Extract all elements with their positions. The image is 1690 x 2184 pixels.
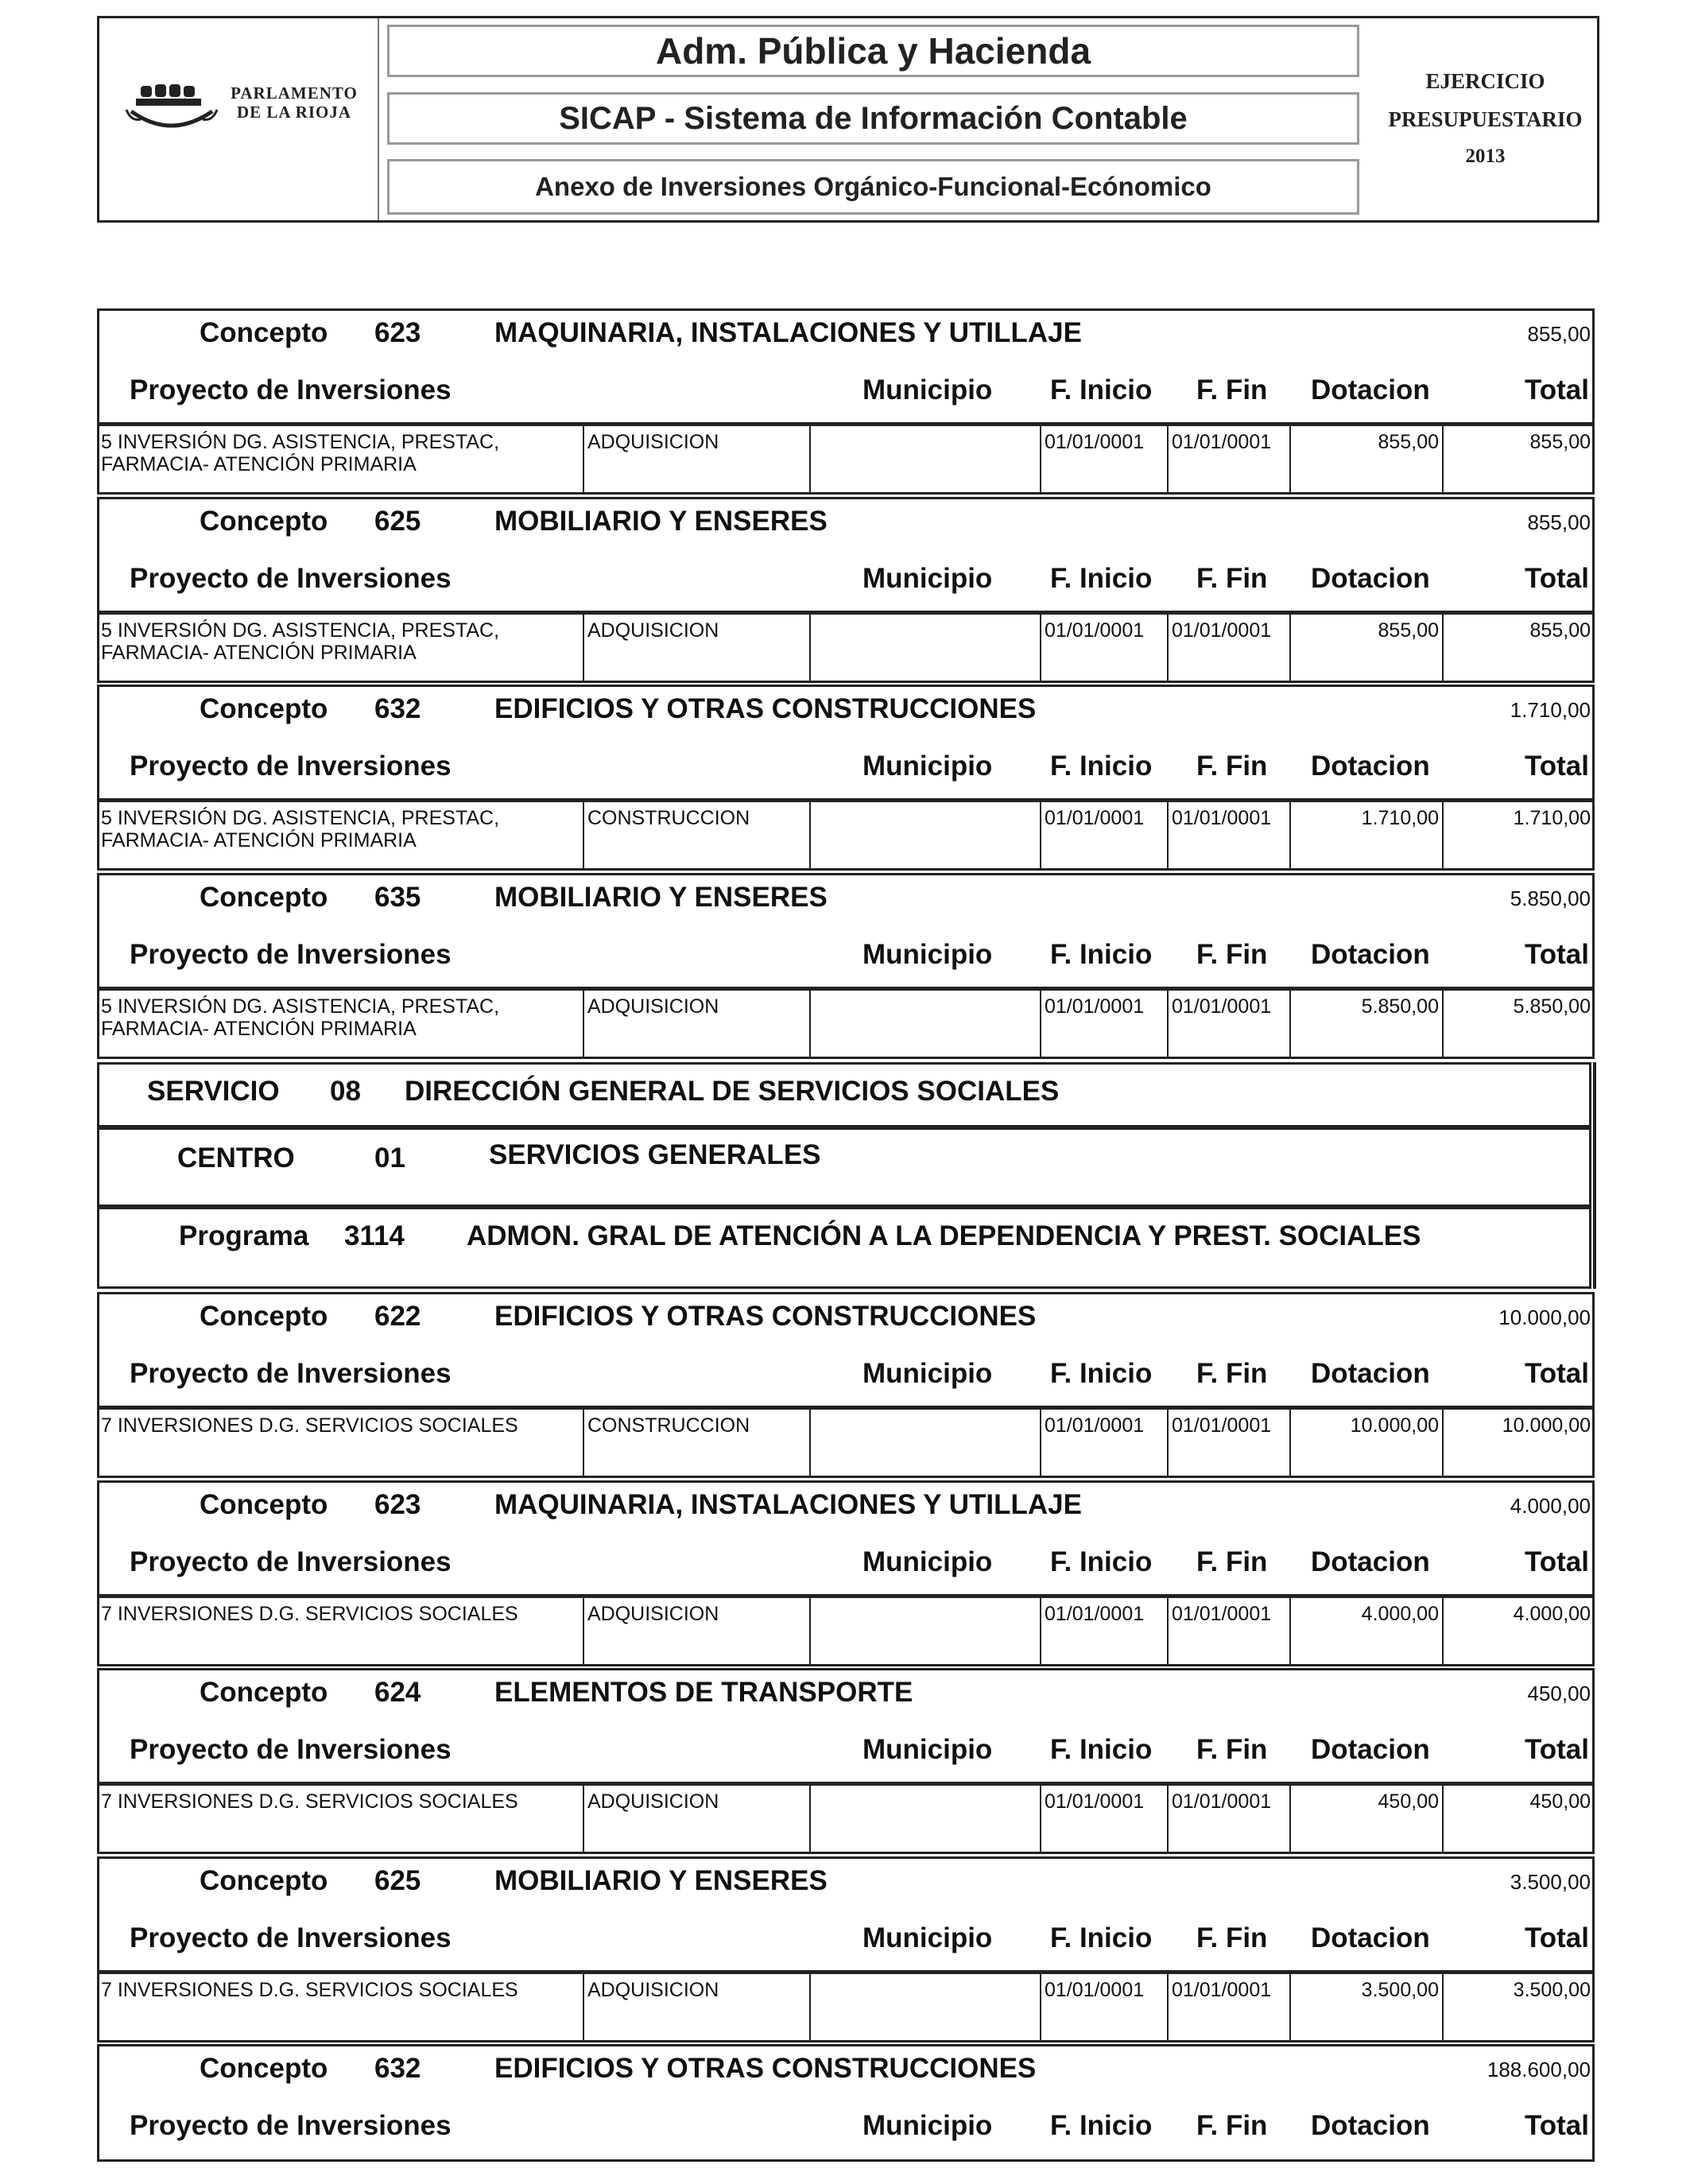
col-header-total: Total [1524, 1546, 1589, 1577]
col-header-total: Total [1524, 563, 1589, 594]
concept-code: 623 [374, 317, 421, 348]
cell-total: 450,00 [1529, 1790, 1591, 1813]
centro-code: 01 [374, 1142, 405, 1173]
cell-f-inicio: 01/01/0001 [1041, 615, 1169, 683]
concept-total: 10.000,00 [1498, 1305, 1591, 1329]
programa-code: 3114 [344, 1220, 405, 1251]
concept-desc: EDIFICIOS Y OTRAS CONSTRUCCIONES [494, 1301, 1037, 1332]
cell-tipo: ADQUISICION [584, 1974, 811, 2042]
concept-total: 4.000,00 [1510, 1494, 1591, 1518]
col-header-f-inicio: F. Inicio [1050, 939, 1153, 970]
concept-label: Concepto [200, 506, 328, 537]
concept-label: Concepto [200, 693, 328, 724]
col-header-f-fin: F. Fin [1196, 1922, 1268, 1953]
cell-municipio [811, 1410, 1041, 1478]
concept-block [97, 497, 1595, 683]
cell-dotacion: 4.000,00 [1291, 1598, 1444, 1666]
concept-label: Concepto [200, 1489, 328, 1520]
cell-total: 10.000,00 [1502, 1414, 1591, 1437]
cell-f-fin: 01/01/0001 [1169, 1598, 1291, 1666]
concept-desc: EDIFICIOS Y OTRAS CONSTRUCCIONES [494, 2053, 1037, 2084]
cell-total: 1.710,00 [1513, 807, 1591, 829]
col-header-f-fin: F. Fin [1196, 563, 1268, 594]
concept-desc: MOBILIARIO Y ENSERES [494, 882, 828, 913]
table-row [99, 1594, 1592, 1666]
cell-proyecto: 7 INVERSIONES D.G. SERVICIOS SOCIALES [99, 1974, 584, 2042]
report-header [97, 16, 1599, 223]
year-label-2: PRESUPUESTARIO [1388, 107, 1583, 131]
col-header-proyecto: Proyecto de Inversiones [130, 374, 452, 405]
cell-dotacion: 5.850,00 [1291, 991, 1444, 1059]
cell-dotacion: 855,00 [1291, 426, 1444, 495]
concept-code: 625 [374, 506, 421, 537]
centro-label: CENTRO [177, 1142, 295, 1173]
table-row [99, 1782, 1592, 1854]
concept-total: 855,00 [1527, 322, 1591, 346]
cell-f-fin: 01/01/0001 [1169, 1786, 1291, 1854]
concept-code: 632 [374, 2053, 421, 2084]
parliament-logo-icon [123, 78, 223, 149]
cell-total: 855,00 [1529, 431, 1591, 453]
concept-desc: MAQUINARIA, INSTALACIONES Y UTILLAJE [494, 317, 1082, 348]
fiscal-year-box [1371, 18, 1599, 220]
col-header-f-fin: F. Fin [1196, 1546, 1268, 1577]
programa-block [97, 1207, 1591, 1289]
concept-desc: ELEMENTOS DE TRANSPORTE [494, 1677, 913, 1708]
org-name-line1: PARLAMENTO [231, 83, 358, 103]
servicio-desc: DIRECCIÓN GENERAL DE SERVICIOS SOCIALES [405, 1076, 1060, 1107]
cell-total: 4.000,00 [1513, 1603, 1591, 1625]
concept-total: 5.850,00 [1510, 886, 1591, 910]
concept-total: 855,00 [1527, 510, 1591, 534]
col-header-dotacion: Dotacion [1311, 1922, 1430, 1953]
table-row [99, 1970, 1592, 2042]
concept-label: Concepto [200, 2053, 328, 2084]
concept-desc: MOBILIARIO Y ENSERES [494, 1865, 828, 1896]
cell-municipio [811, 991, 1041, 1059]
cell-tipo: ADQUISICION [584, 426, 811, 495]
concept-block [97, 1668, 1595, 1854]
concept-total: 188.600,00 [1487, 2058, 1591, 2081]
col-header-f-fin: F. Fin [1196, 939, 1268, 970]
col-header-f-inicio: F. Inicio [1050, 1922, 1153, 1953]
col-header-proyecto: Proyecto de Inversiones [130, 1922, 452, 1953]
cell-total: 3.500,00 [1513, 1979, 1591, 2001]
cell-tipo: CONSTRUCCION [584, 1410, 811, 1478]
col-header-municipio: Municipio [862, 563, 993, 594]
cell-proyecto: 5 INVERSIÓN DG. ASISTENCIA, PRESTAC, FARMACIA- ATENCIÓN PRIMARIA [99, 615, 584, 683]
cell-municipio [811, 802, 1041, 871]
cell-f-inicio: 01/01/0001 [1041, 1786, 1169, 1854]
concept-block [97, 1292, 1595, 1478]
col-header-f-inicio: F. Inicio [1050, 2110, 1153, 2141]
report-title: Anexo de Inversiones Orgánico-Funcional-Ecónomico [387, 159, 1359, 215]
cell-f-inicio: 01/01/0001 [1041, 1974, 1169, 2042]
concept-code: 625 [374, 1865, 421, 1896]
servicio-code: 08 [330, 1076, 361, 1107]
year-label-1: EJERCICIO [1425, 69, 1545, 93]
concept-total: 3.500,00 [1510, 1870, 1591, 1894]
cell-dotacion: 1.710,00 [1291, 802, 1444, 871]
cell-dotacion: 3.500,00 [1291, 1974, 1444, 2042]
col-header-f-fin: F. Fin [1196, 1734, 1268, 1765]
concept-desc: EDIFICIOS Y OTRAS CONSTRUCCIONES [494, 693, 1037, 724]
cell-tipo: ADQUISICION [584, 1786, 811, 1854]
col-header-municipio: Municipio [862, 2110, 993, 2141]
concept-block [97, 308, 1595, 495]
col-header-municipio: Municipio [862, 1734, 993, 1765]
cell-municipio [811, 1786, 1041, 1854]
programa-desc: ADMON. GRAL DE ATENCIÓN A LA DEPENDENCIA Y PREST. SOCIALES [467, 1220, 1421, 1251]
cell-municipio [811, 426, 1041, 495]
cell-f-inicio: 01/01/0001 [1041, 1410, 1169, 1478]
page-title: Adm. Pública y Hacienda [387, 25, 1359, 77]
cell-proyecto: 5 INVERSIÓN DG. ASISTENCIA, PRESTAC, FARMACIA- ATENCIÓN PRIMARIA [99, 802, 584, 871]
concept-desc: MAQUINARIA, INSTALACIONES Y UTILLAJE [494, 1489, 1082, 1520]
table-row [99, 422, 1592, 495]
col-header-dotacion: Dotacion [1311, 1358, 1430, 1389]
cell-proyecto: 5 INVERSIÓN DG. ASISTENCIA, PRESTAC, FARMACIA- ATENCIÓN PRIMARIA [99, 426, 584, 495]
cell-tipo: ADQUISICION [584, 1598, 811, 1666]
col-header-dotacion: Dotacion [1311, 2110, 1430, 2141]
col-header-proyecto: Proyecto de Inversiones [130, 751, 452, 782]
col-header-f-fin: F. Fin [1196, 2110, 1268, 2141]
concept-label: Concepto [200, 1677, 328, 1708]
cell-f-inicio: 01/01/0001 [1041, 426, 1169, 495]
table-row [99, 798, 1592, 871]
concept-code: 623 [374, 1489, 421, 1520]
col-header-municipio: Municipio [862, 1922, 993, 1953]
cell-f-fin: 01/01/0001 [1169, 802, 1291, 871]
concept-total: 1.710,00 [1510, 698, 1591, 722]
col-header-total: Total [1524, 1358, 1589, 1389]
centro-desc: SERVICIOS GENERALES [489, 1139, 821, 1170]
col-header-proyecto: Proyecto de Inversiones [130, 1734, 452, 1765]
col-header-total: Total [1524, 751, 1589, 782]
col-header-f-fin: F. Fin [1196, 751, 1268, 782]
org-name [227, 83, 362, 122]
concept-code: 624 [374, 1677, 421, 1708]
concept-block [97, 1856, 1595, 2042]
table-row [99, 987, 1592, 1059]
title-area [378, 18, 1483, 220]
col-header-proyecto: Proyecto de Inversiones [130, 2110, 452, 2141]
cell-municipio [811, 615, 1041, 683]
concept-label: Concepto [200, 1301, 328, 1332]
cell-f-fin: 01/01/0001 [1169, 991, 1291, 1059]
col-header-f-inicio: F. Inicio [1050, 1546, 1153, 1577]
programa-label: Programa [179, 1220, 309, 1251]
col-header-f-inicio: F. Inicio [1050, 563, 1153, 594]
col-header-f-fin: F. Fin [1196, 1358, 1268, 1389]
col-header-f-inicio: F. Inicio [1050, 751, 1153, 782]
cell-dotacion: 855,00 [1291, 615, 1444, 683]
cell-f-inicio: 01/01/0001 [1041, 1598, 1169, 1666]
col-header-municipio: Municipio [862, 374, 993, 405]
col-header-f-inicio: F. Inicio [1050, 1734, 1153, 1765]
concept-block [97, 2044, 1595, 2162]
cell-total: 855,00 [1529, 619, 1591, 642]
col-header-dotacion: Dotacion [1311, 939, 1430, 970]
cell-f-inicio: 01/01/0001 [1041, 802, 1169, 871]
concept-desc: MOBILIARIO Y ENSERES [494, 506, 828, 537]
cell-municipio [811, 1974, 1041, 2042]
servicio-block [97, 1062, 1591, 1127]
cell-proyecto: 7 INVERSIONES D.G. SERVICIOS SOCIALES [99, 1410, 584, 1478]
cell-dotacion: 450,00 [1291, 1786, 1444, 1854]
col-header-proyecto: Proyecto de Inversiones [130, 1546, 452, 1577]
col-header-total: Total [1524, 939, 1589, 970]
concept-block [97, 685, 1595, 871]
col-header-total: Total [1524, 1734, 1589, 1765]
col-header-total: Total [1524, 374, 1589, 405]
col-header-proyecto: Proyecto de Inversiones [130, 1358, 452, 1389]
cell-tipo: ADQUISICION [584, 615, 811, 683]
table-row [99, 1406, 1592, 1478]
cell-f-fin: 01/01/0001 [1169, 1410, 1291, 1478]
concept-code: 635 [374, 882, 421, 913]
col-header-dotacion: Dotacion [1311, 1734, 1430, 1765]
logo-area [99, 18, 378, 220]
col-header-f-inicio: F. Inicio [1050, 1358, 1153, 1389]
fiscal-year: 2013 [1465, 145, 1506, 167]
cell-f-inicio: 01/01/0001 [1041, 991, 1169, 1059]
col-header-proyecto: Proyecto de Inversiones [130, 563, 452, 594]
cell-dotacion: 10.000,00 [1291, 1410, 1444, 1478]
col-header-municipio: Municipio [862, 939, 993, 970]
servicio-label: SERVICIO [147, 1076, 280, 1107]
cell-total: 5.850,00 [1513, 995, 1591, 1018]
col-header-municipio: Municipio [862, 751, 993, 782]
concept-code: 632 [374, 693, 421, 724]
col-header-municipio: Municipio [862, 1358, 993, 1389]
col-header-total: Total [1524, 2110, 1589, 2141]
col-header-f-fin: F. Fin [1196, 374, 1268, 405]
cell-municipio [811, 1598, 1041, 1666]
cell-f-fin: 01/01/0001 [1169, 1974, 1291, 2042]
table-row [99, 611, 1592, 683]
col-header-proyecto: Proyecto de Inversiones [130, 939, 452, 970]
cell-proyecto: 5 INVERSIÓN DG. ASISTENCIA, PRESTAC, FARMACIA- ATENCIÓN PRIMARIA [99, 991, 584, 1059]
cell-proyecto: 7 INVERSIONES D.G. SERVICIOS SOCIALES [99, 1598, 584, 1666]
col-header-total: Total [1524, 1922, 1589, 1953]
system-title: SICAP - Sistema de Información Contable [387, 92, 1359, 145]
col-header-dotacion: Dotacion [1311, 374, 1430, 405]
col-header-f-inicio: F. Inicio [1050, 374, 1153, 405]
col-header-dotacion: Dotacion [1311, 751, 1430, 782]
col-header-dotacion: Dotacion [1311, 1546, 1430, 1577]
cell-f-fin: 01/01/0001 [1169, 426, 1291, 495]
col-header-dotacion: Dotacion [1311, 563, 1430, 594]
concept-total: 450,00 [1527, 1682, 1591, 1705]
cell-f-fin: 01/01/0001 [1169, 615, 1291, 683]
col-header-municipio: Municipio [862, 1546, 993, 1577]
concept-label: Concepto [200, 1865, 328, 1896]
org-name-line2: DE LA RIOJA [236, 103, 352, 122]
centro-block [97, 1127, 1591, 1207]
concept-code: 622 [374, 1301, 421, 1332]
cell-proyecto: 7 INVERSIONES D.G. SERVICIOS SOCIALES [99, 1786, 584, 1854]
cell-tipo: CONSTRUCCION [584, 802, 811, 871]
concept-block [97, 1480, 1595, 1666]
cell-tipo: ADQUISICION [584, 991, 811, 1059]
concept-block [97, 873, 1595, 1059]
concept-label: Concepto [200, 317, 328, 348]
concept-label: Concepto [200, 882, 328, 913]
